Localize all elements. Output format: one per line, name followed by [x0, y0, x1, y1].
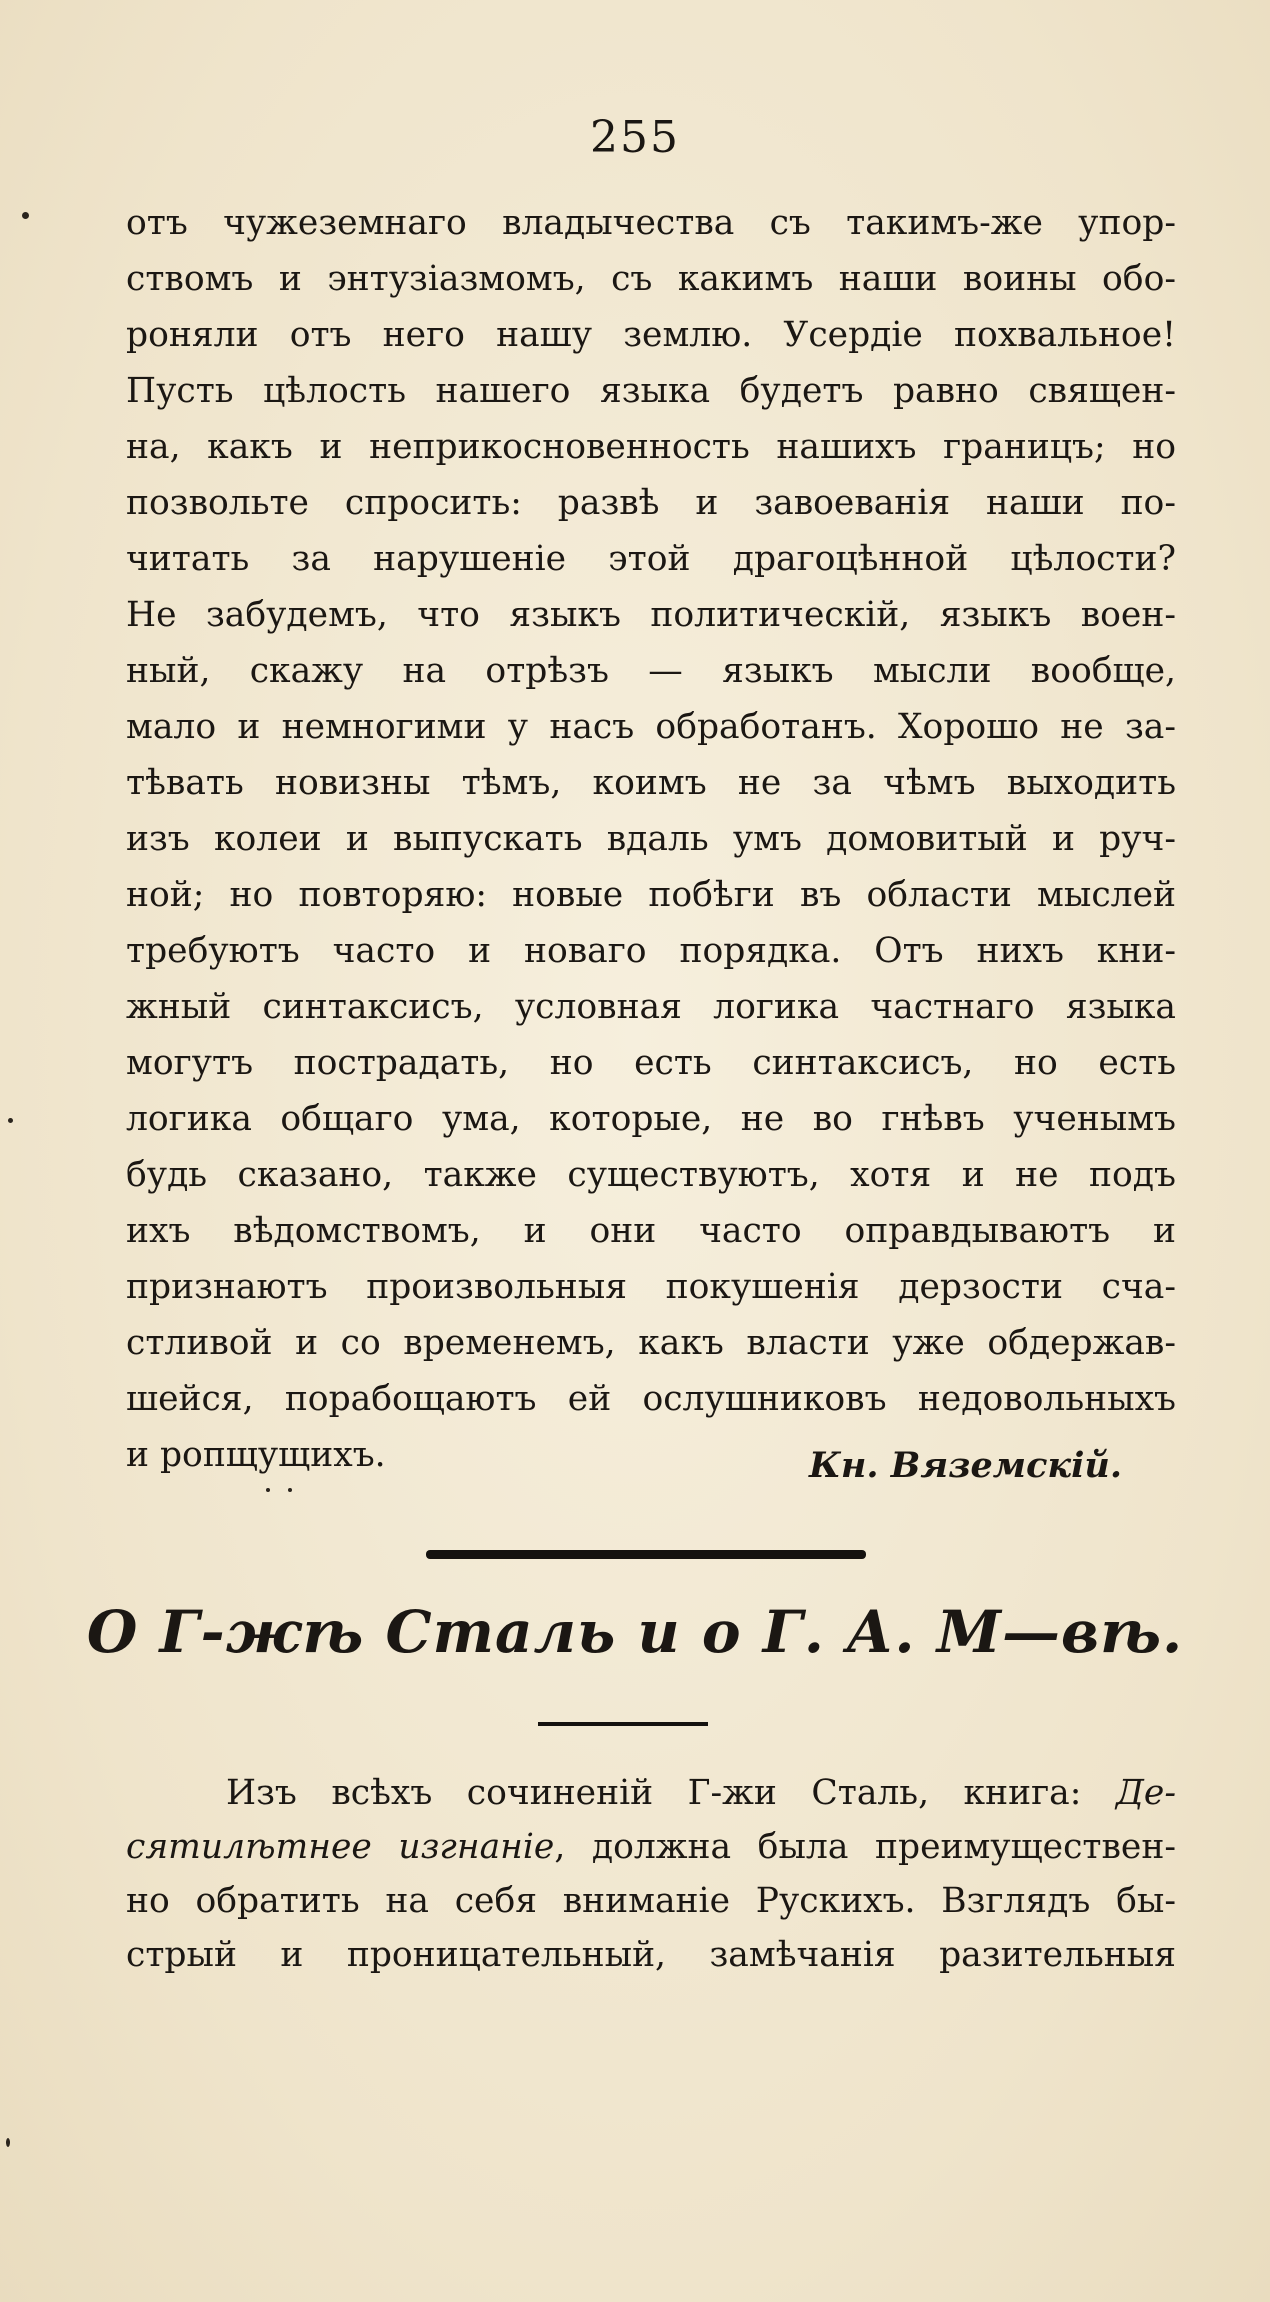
text-line: стливой и со временемъ, какъ власти уже обдержав-	[126, 1323, 1176, 1363]
text-line: могутъ пострадать, но есть синтаксисъ, но есть	[126, 1043, 1176, 1083]
text-line	[126, 1766, 1176, 1820]
text-line	[126, 1820, 1176, 1874]
paper-speck	[288, 1488, 292, 1492]
text-line: отъ чужеземнаго владычества съ такимъ-же упор-	[126, 203, 1176, 243]
page-number: 255	[590, 112, 680, 163]
paper-speck	[6, 2138, 10, 2147]
text-line: ствомъ и энтузiазмомъ, съ какимъ наши воины обо-	[126, 259, 1176, 299]
text-line: и ропщущихъ.	[126, 1435, 386, 1475]
book-title-part: сятилѣтнее изгнанiе	[126, 1827, 555, 1867]
section-divider	[426, 1550, 866, 1559]
text-line: ный, скажу на отрѣзъ — языкъ мысли вообще,	[126, 651, 1176, 691]
text-line: изъ колеи и выпускать вдаль умъ домовитый и руч-	[126, 819, 1176, 859]
title-underline	[538, 1722, 708, 1726]
text-line: признаютъ произвольныя покушенiя дерзости сча-	[126, 1267, 1176, 1307]
paragraph-2	[126, 1766, 1176, 1982]
text-line: жный синтаксисъ, условная логика частнаго языка	[126, 987, 1176, 1027]
author-signature: Кн. Вяземскiй.	[809, 1445, 1122, 1486]
section-title: О Г-жѣ Сталь и о Г. А. М—вѣ.	[86, 1598, 1184, 1666]
text-segment: , должна была преимуществен-	[554, 1827, 1176, 1867]
text-line: Не забудемъ, что языкъ политическiй, языкъ воен-	[126, 595, 1176, 635]
text-line: тѣвать новизны тѣмъ, коимъ не за чѣмъ выходить	[126, 763, 1176, 803]
text-line: стрый и проницательный, замѣчанiя разительныя	[126, 1935, 1176, 1975]
paper-speck	[22, 212, 29, 219]
text-line: позвольте спросить: развѣ и завоеванiя наши по-	[126, 483, 1176, 523]
text-line: мало и немногими у насъ обработанъ. Хорошо не за-	[126, 707, 1176, 747]
text-line: шейся, порабощаютъ ей ослушниковъ недовольныхъ	[126, 1379, 1176, 1419]
paper-speck	[266, 1488, 270, 1492]
text-line: логика общаго ума, которые, не во гнѣвъ ученымъ	[126, 1099, 1176, 1139]
text-line: будь сказано, также существуютъ, хотя и не подъ	[126, 1155, 1176, 1195]
text-line: на, какъ и неприкосновенность нашихъ границъ; но	[126, 427, 1176, 467]
paragraph-1	[126, 195, 1176, 1483]
text-line: Пусть цѣлость нашего языка будетъ равно священ-	[126, 371, 1176, 411]
paper-speck	[8, 1118, 13, 1123]
text-segment: Изъ всѣхъ сочиненiй Г-жи Сталь, книга:	[226, 1773, 1116, 1813]
text-line: читать за нарушенiе этой драгоцѣнной цѣлости?	[126, 539, 1176, 579]
text-line: требуютъ часто и новаго порядка. Отъ нихъ кни-	[126, 931, 1176, 971]
text-line: ихъ вѣдомствомъ, и они часто оправдываютъ и	[126, 1211, 1176, 1251]
text-line: ной; но повторяю: новые побѣги въ области мыслей	[126, 875, 1176, 915]
text-line: но обратить на себя вниманiе Рускихъ. Взглядъ бы-	[126, 1881, 1176, 1921]
text-line: роняли отъ него нашу землю. Усердiе похвальное!	[126, 315, 1176, 355]
book-title-part: Де-	[1115, 1773, 1176, 1813]
